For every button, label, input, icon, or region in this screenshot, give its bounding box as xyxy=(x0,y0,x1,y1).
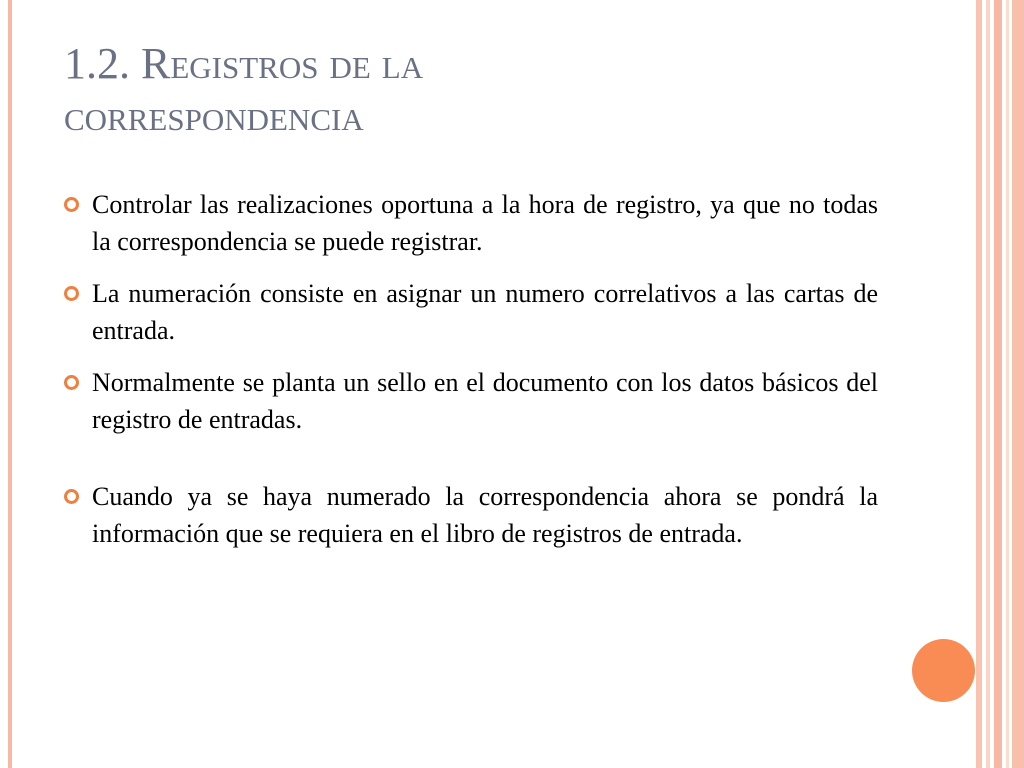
decorative-circle xyxy=(912,639,975,702)
stripe xyxy=(976,0,982,768)
bullet-list xyxy=(64,186,878,567)
title-line-2: correspondencia xyxy=(64,91,364,140)
bullet-item xyxy=(64,364,878,438)
bullet-ring-icon xyxy=(64,489,79,504)
bullet-text: Cuando ya se haya numerado la correspondencia ahora se pondrá la información que se requiera en el libro de registros de entrada. xyxy=(92,482,878,548)
slide-title xyxy=(64,38,924,142)
stripe xyxy=(1012,0,1024,768)
stripe xyxy=(1006,0,1009,768)
stripe xyxy=(994,0,1002,768)
stripe xyxy=(986,0,990,768)
bullet-text: La numeración consiste en asignar un numero correlativos a las cartas de entrada. xyxy=(92,279,878,345)
bullet-item xyxy=(64,478,878,552)
left-border-line xyxy=(8,0,12,768)
title-number: 1.2. xyxy=(64,39,130,88)
bullet-item xyxy=(64,186,878,260)
right-decorative-stripes xyxy=(976,0,1024,768)
title-line-1: Registros de la xyxy=(141,39,424,88)
bullet-text: Normalmente se planta un sello en el documento con los datos básicos del registro de entradas. xyxy=(92,368,878,434)
bullet-item xyxy=(64,275,878,349)
bullet-ring-icon xyxy=(64,286,79,301)
bullet-ring-icon xyxy=(64,197,79,212)
bullet-ring-icon xyxy=(64,375,79,390)
bullet-text: Controlar las realizaciones oportuna a la hora de registro, ya que no todas la correspondencia se puede registrar. xyxy=(92,190,878,256)
